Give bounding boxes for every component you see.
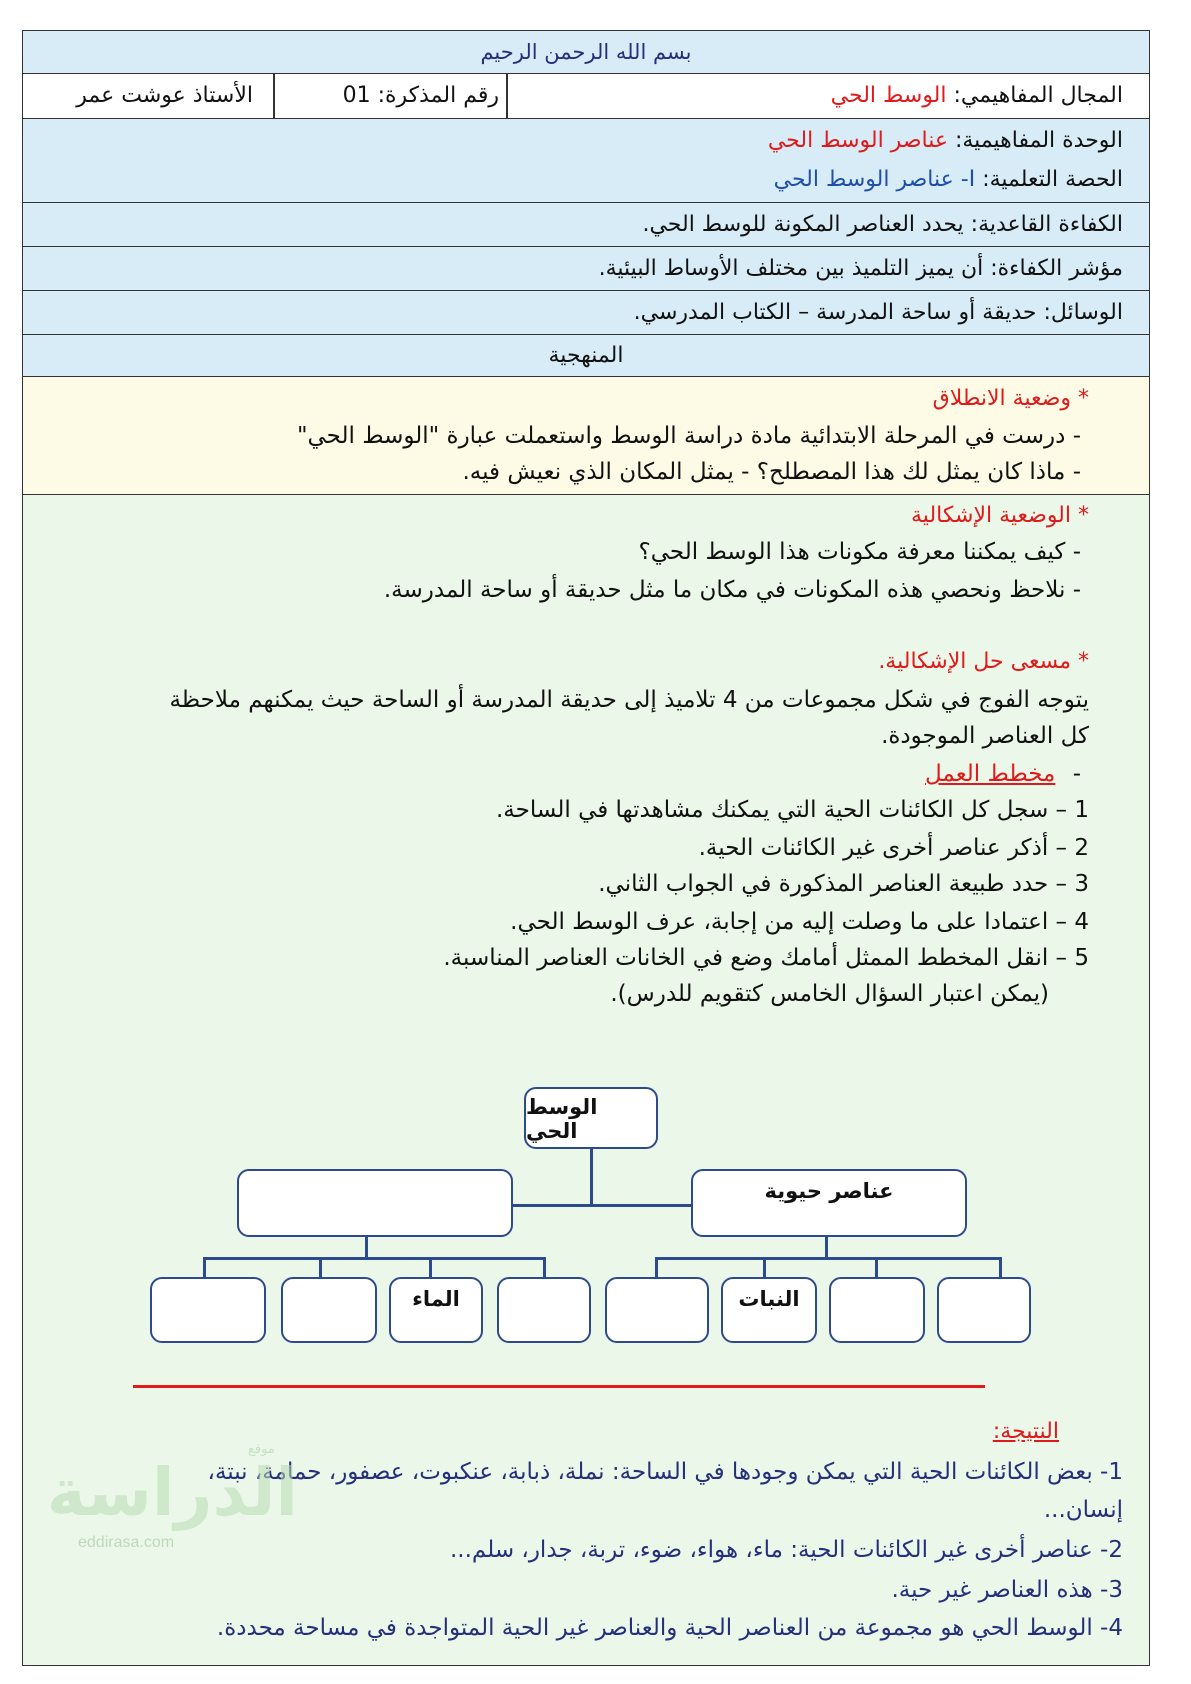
solving-paragraph-1: يتوجه الفوج في شكل مجموعات من 4 تلاميذ إلى حديقة المدرسة أو الساحة حيث يمكنهم ملاحظة — [169, 687, 1089, 713]
result-line-2: 2- عناصر أخرى غير الكائنات الحية: ماء، هواء، ضوء، تربة، جدار، سلم... — [449, 1537, 1123, 1563]
methodology-row — [23, 335, 1149, 377]
lesson-value: I- عناصر الوسط الحي — [773, 167, 976, 192]
living-drop-4 — [999, 1257, 1002, 1277]
memo-number: رقم المذكرة: 01 — [342, 83, 499, 108]
solving-paragraph-2: كل العناصر الموجودة. — [881, 723, 1089, 749]
watermark-site: eddirasa.com — [78, 1534, 175, 1551]
start-situation-section — [23, 377, 1149, 495]
living-drop-1 — [655, 1257, 658, 1277]
branch-connector — [513, 1204, 691, 1207]
living-label: عناصر حيوية — [764, 1179, 894, 1203]
result-divider — [133, 1385, 985, 1388]
plan-dash: - — [1072, 761, 1081, 787]
unit-row — [23, 119, 1149, 203]
nonliving-drop-1 — [203, 1257, 206, 1277]
result-line-1b: إنسان... — [1043, 1497, 1123, 1523]
water-label: الماء — [412, 1287, 460, 1311]
domain-cell — [831, 83, 1123, 108]
watermark-small: موقع — [248, 1442, 275, 1457]
domain-label: المجال المفاهيمي: — [953, 83, 1123, 108]
plan-label: مخطط العمل — [924, 761, 1056, 787]
nonliving-leaf-4 — [497, 1277, 591, 1343]
info-divider-2 — [506, 74, 508, 118]
basmala: بسم الله الرحمن الرحيم — [480, 40, 692, 64]
solving-title: * مسعى حل الإشكالية. — [878, 649, 1089, 674]
unit-line — [768, 128, 1123, 153]
root-connector — [590, 1149, 593, 1205]
result-title: النتيجة: — [992, 1419, 1059, 1444]
tools-row — [23, 291, 1149, 335]
info-divider-1 — [273, 74, 275, 118]
result-line-3: 3- هذه العناصر غير حية. — [891, 1577, 1123, 1603]
unit-value: عناصر الوسط الحي — [767, 128, 948, 153]
step-5: 5 – انقل المخطط الممثل أمامك وضع في الخانات العناصر المناسبة. — [443, 945, 1089, 971]
nonliving-drop-2 — [319, 1257, 322, 1277]
step-4: 4 – اعتمادا على ما وصلت إليه من إجابة، عرف الوسط الحي. — [510, 909, 1089, 935]
diagram-root-label: الوسط الحي — [526, 1095, 598, 1143]
nonliving-leaf-2 — [281, 1277, 377, 1343]
lesson-label: الحصة التعلمية: — [982, 167, 1123, 192]
lesson-line — [774, 167, 1123, 192]
living-leaf-3 — [829, 1277, 925, 1343]
step-3: 3 – حدد طبيعة العناصر المذكورة في الجواب الثاني. — [598, 871, 1089, 897]
start-line-1: - درست في المرحلة الابتدائية مادة دراسة الوسط واستعملت عبارة "الوسط الحي" — [296, 423, 1081, 449]
problem-line-2: - نلاحظ ونحصي هذه المكونات في مكان ما مثل حديقة أو ساحة المدرسة. — [383, 577, 1081, 603]
nonliving-box — [237, 1169, 513, 1237]
watermark-main: الدراسة — [46, 1454, 298, 1531]
living-drop-2 — [763, 1257, 766, 1277]
methodology-title: المنهجية — [548, 343, 624, 368]
diagram-root-box — [524, 1087, 658, 1149]
nonliving-leaf-1 — [150, 1277, 266, 1343]
problem-line-1: - كيف يمكننا معرفة مكونات هذا الوسط الحي؟ — [638, 539, 1081, 565]
lesson-sheet — [22, 30, 1150, 1666]
teacher-name: الأستاذ عوشت عمر — [76, 83, 253, 108]
result-line-1a: 1- بعض الكائنات الحية التي يمكن وجودها في الساحة: نملة، ذبابة، عنكبوت، عصفور، حمامة، نبتة، — [207, 1459, 1123, 1485]
plant-label: النبات — [738, 1287, 800, 1311]
base-competence: الكفاءة القاعدية: يحدد العناصر المكونة للوسط الحي. — [642, 212, 1123, 237]
problem-title: * الوضعية الإشكالية — [911, 503, 1089, 528]
site-watermark — [48, 1440, 298, 1570]
living-leaf-1 — [605, 1277, 709, 1343]
living-stem — [825, 1237, 828, 1257]
nonliving-drop-4 — [543, 1257, 546, 1277]
basmala-row — [23, 31, 1149, 74]
step-2: 2 – أذكر عناصر أخرى غير الكائنات الحية. — [698, 835, 1089, 861]
info-row — [23, 74, 1149, 119]
unit-label: الوحدة المفاهيمية: — [954, 128, 1123, 153]
nonliving-drop-3 — [429, 1257, 432, 1277]
competence-row — [23, 203, 1149, 247]
indicator-row — [23, 247, 1149, 291]
nonliving-stem — [365, 1237, 368, 1257]
evaluation-note: (يمكن اعتبار السؤال الخامس كتقويم للدرس). — [610, 981, 1049, 1007]
living-box — [691, 1169, 967, 1237]
plant-box — [721, 1277, 817, 1343]
domain-value: الوسط الحي — [830, 83, 947, 108]
competence-indicator: مؤشر الكفاءة: أن يميز التلميذ بين مختلف الأوساط البيئية. — [598, 256, 1123, 281]
start-line-2: - ماذا كان يمثل لك هذا المصطلح؟ - يمثل المكان الذي نعيش فيه. — [462, 459, 1081, 485]
living-leaf-4 — [937, 1277, 1031, 1343]
nonliving-bar — [203, 1257, 545, 1260]
living-bar — [655, 1257, 1001, 1260]
step-1: 1 – سجل كل الكائنات الحية التي يمكنك مشاهدتها في الساحة. — [495, 797, 1089, 823]
tools: الوسائل: حديقة أو ساحة المدرسة – الكتاب المدرسي. — [633, 300, 1123, 325]
water-box — [389, 1277, 483, 1343]
result-line-4: 4- الوسط الحي هو مجموعة من العناصر الحية والعناصر غير الحية المتواجدة في مساحة محددة. — [216, 1615, 1123, 1641]
start-title: * وضعية الانطلاق — [932, 386, 1089, 411]
living-drop-3 — [875, 1257, 878, 1277]
